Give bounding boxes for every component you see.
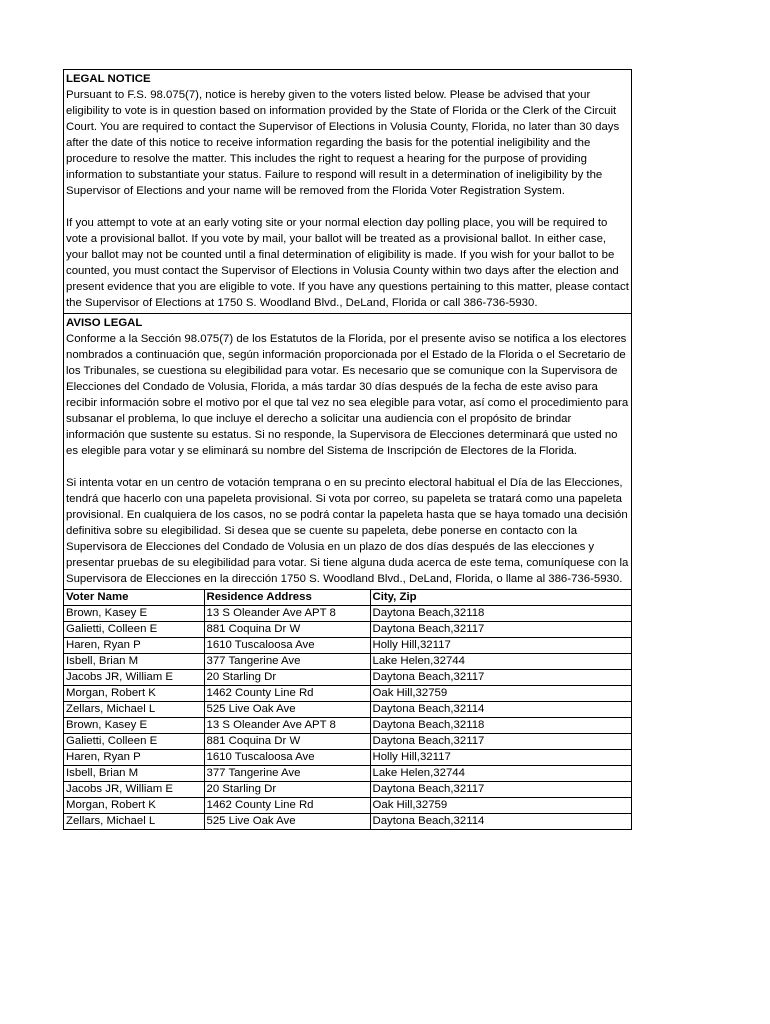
voter-name-header: Voter Name (64, 590, 204, 606)
voter-table-row (64, 718, 631, 734)
residence-address-cell: 20 Starling Dr (204, 782, 370, 798)
english-notice-paragraph-2: If you attempt to vote at an early voting site or your normal election day polling place, you will be required to vote a provisional ballot. If you vote by mail, your ballot will be treated as a provisional ballot. In either case, your ballot may not be counted until a final determination of eligibility is made. If you wish for your ballot to be counted, you must contact the Supervisor of Elections in Volusia County within two days after the election and present evidence that you are eligible to vote. If you have any questions pertaining to this matter, please contact the Supervisor of Elections at 1750 S. Woodland Blvd., DeLand, Florida or call 386-736-5930. (66, 217, 629, 309)
residence-address-cell: 377 Tangerine Ave (204, 766, 370, 782)
voter-table (64, 590, 631, 829)
english-notice-section (64, 70, 631, 314)
city-zip-header: City, Zip (370, 590, 631, 606)
city-zip-cell: Holly Hill,32117 (370, 638, 631, 654)
residence-address-cell: 1610 Tuscaloosa Ave (204, 750, 370, 766)
city-zip-cell: Daytona Beach,32114 (370, 702, 631, 718)
residence-address-cell: 20 Starling Dr (204, 670, 370, 686)
city-zip-cell: Daytona Beach,32117 (370, 734, 631, 750)
voter-table-row (64, 750, 631, 766)
voter-table-row (64, 766, 631, 782)
legal-notice-sheet (63, 69, 632, 830)
voter-name-cell: Morgan, Robert K (64, 798, 204, 814)
city-zip-cell: Lake Helen,32744 (370, 766, 631, 782)
voter-table-row (64, 606, 631, 622)
residence-address-cell: 881 Coquina Dr W (204, 734, 370, 750)
residence-address-cell: 13 S Oleander Ave APT 8 (204, 606, 370, 622)
city-zip-cell: Daytona Beach,32117 (370, 670, 631, 686)
city-zip-cell: Daytona Beach,32117 (370, 782, 631, 798)
city-zip-cell: Holly Hill,32117 (370, 750, 631, 766)
voter-table-row (64, 782, 631, 798)
english-notice-paragraph-1: Pursuant to F.S. 98.075(7), notice is hereby given to the voters listed below. Please be advised that your eligibility to vote is in question based on information provided by the State of Florida or the Clerk of the Circuit Court. You are required to contact the Supervisor of Elections in Volusia County, Florida, no later than 30 days after the date of this notice to receive information regarding the basis for the potential ineligibility and the procedure to resolve the matter. This includes the right to request a hearing for the purpose of providing information to substantiate your status. Failure to respond will result in a determination of ineligibility by the Supervisor of Elections and your name will be removed from the Florida Voter Registration System. (66, 89, 620, 197)
voter-name-cell: Isbell, Brian M (64, 766, 204, 782)
city-zip-cell: Daytona Beach,32118 (370, 606, 631, 622)
voter-table-row (64, 702, 631, 718)
english-notice-heading: LEGAL NOTICE (66, 73, 151, 85)
voter-table-row (64, 814, 631, 830)
spanish-notice-heading: AVISO LEGAL (66, 317, 143, 329)
voter-name-cell: Brown, Kasey E (64, 718, 204, 734)
residence-address-cell: 525 Live Oak Ave (204, 814, 370, 830)
voter-table-row (64, 734, 631, 750)
residence-address-cell: 525 Live Oak Ave (204, 702, 370, 718)
residence-address-cell: 1610 Tuscaloosa Ave (204, 638, 370, 654)
voter-table-row (64, 686, 631, 702)
city-zip-cell: Daytona Beach,32117 (370, 622, 631, 638)
voter-table-body (64, 606, 631, 830)
voter-table-header-row (64, 590, 631, 606)
residence-address-header: Residence Address (204, 590, 370, 606)
voter-name-cell: Zellars, Michael L (64, 702, 204, 718)
city-zip-cell: Lake Helen,32744 (370, 654, 631, 670)
voter-name-cell: Jacobs JR, William E (64, 670, 204, 686)
voter-table-row (64, 670, 631, 686)
spanish-notice-section (64, 314, 631, 590)
residence-address-cell: 13 S Oleander Ave APT 8 (204, 718, 370, 734)
residence-address-cell: 881 Coquina Dr W (204, 622, 370, 638)
voter-table-row (64, 798, 631, 814)
voter-name-cell: Galietti, Colleen E (64, 622, 204, 638)
voter-name-cell: Haren, Ryan P (64, 638, 204, 654)
voter-name-cell: Jacobs JR, William E (64, 782, 204, 798)
voter-name-cell: Haren, Ryan P (64, 750, 204, 766)
voter-name-cell: Galietti, Colleen E (64, 734, 204, 750)
city-zip-cell: Daytona Beach,32114 (372, 815, 485, 827)
voter-name-cell: Brown, Kasey E (64, 606, 204, 622)
spanish-notice-paragraph-1: Conforme a la Sección 98.075(7) de los Estatutos de la Florida, por el presente aviso se notifica a los electores nombrados a continuación que, según información proporcionada por el Estado de la Florida o el Secretario de los Tribunales, se cuestiona su elegibilidad para votar. Es necesario que se comunique con la Supervisora de Elecciones del Condado de Volusia, Florida, a más tardar 30 días después de la fecha de este aviso para recibir información sobre el motivo por el que tal vez no sea elegible para votar, así como el procedimiento para subsanar el problema, lo que incluye el derecho a solicitar una audiencia con el propósito de brindar información que sustente su estatus. Si no responde, la Supervisora de Elecciones determinará que usted no es elegible para votar y se eliminará su nombre del Sistema de Inscripción de Electores de la Florida. (66, 333, 629, 457)
spanish-notice-paragraph-2: Si intenta votar en un centro de votación temprana o en su precinto electoral habitual el Día de las Elecciones, tendrá que hacerlo con una papeleta provisional. Si vota por correo, su papeleta se tratará como una papeleta provisional. En cualquiera de los casos, no se podrá contar la papeleta hasta que se haya tomado una decisión definitiva sobre su elegibilidad. Si desea que se cuente su papeleta, debe ponerse en contacto con la Supervisora de Elecciones del Condado de Volusia en un plazo de dos días después de las elecciones y presentar pruebas de su elegibilidad para votar. Si tiene alguna duda acerca de este tema, comuníquese con la Supervisora de Elecciones en la dirección 1750 S. Woodland Blvd., DeLand, Florida, o llame al 386-736-5930. (66, 477, 629, 585)
city-zip-cell: Oak Hill,32759 (370, 686, 631, 702)
voter-name-cell: Morgan, Robert K (64, 686, 204, 702)
residence-address-cell: 1462 County Line Rd (204, 686, 370, 702)
voter-table-row (64, 654, 631, 670)
voter-name-cell: Zellars, Michael L (64, 814, 204, 830)
voter-name-cell: Isbell, Brian M (64, 654, 204, 670)
voter-table-row (64, 622, 631, 638)
city-zip-cell: Oak Hill,32759 (370, 798, 631, 814)
voter-table-row (64, 638, 631, 654)
city-zip-cell: Daytona Beach,32118 (370, 718, 631, 734)
residence-address-cell: 1462 County Line Rd (204, 798, 370, 814)
residence-address-cell: 377 Tangerine Ave (204, 654, 370, 670)
